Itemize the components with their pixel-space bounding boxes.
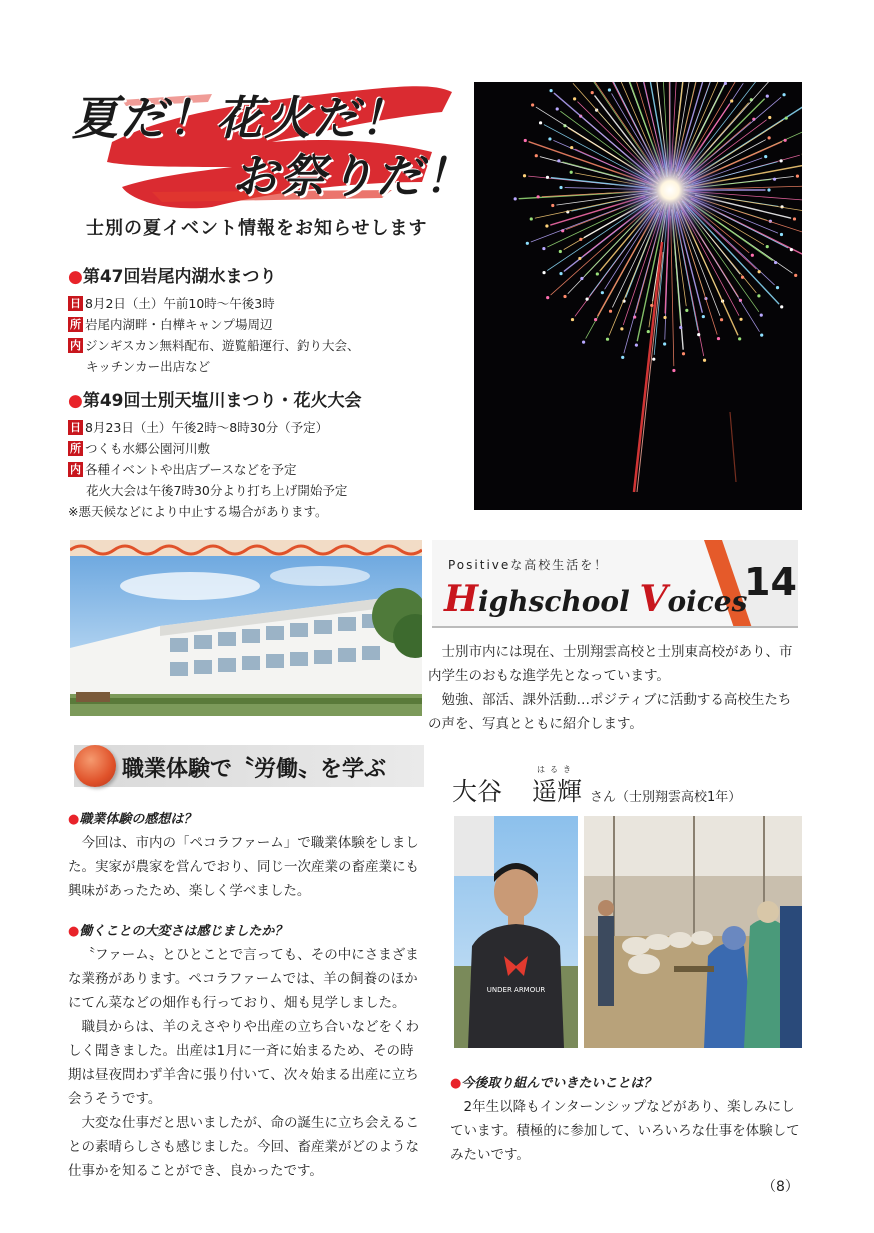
- highschool-voices-title: Highschool Voices: [444, 578, 748, 620]
- firework-spark: [563, 295, 566, 298]
- event-note: ※悪天候などにより中止する場合があります。: [68, 504, 328, 519]
- firework-spark: [794, 274, 797, 277]
- qa-block-3: [450, 1072, 806, 1167]
- firework-spark: [608, 88, 611, 91]
- content-tag-icon: 内: [70, 463, 81, 476]
- school-building-photo: [70, 556, 422, 716]
- firework-spark: [793, 217, 796, 220]
- event-content-line: 内 各種イベントや出店ブースなどを予定: [70, 462, 297, 477]
- highschool-description: [428, 640, 804, 736]
- headline-line-2: お祭りだ！: [232, 149, 472, 203]
- firework-spark: [739, 318, 742, 321]
- firework-spark: [768, 136, 771, 139]
- firework-spark: [601, 291, 604, 294]
- student-school: さん（士別翔雲高校1年）: [590, 790, 742, 805]
- firework-spark: [537, 195, 540, 198]
- firework-spark: [780, 305, 783, 308]
- firework-spark: [539, 121, 542, 124]
- firework-spark: [559, 186, 562, 189]
- firework-spark: [559, 250, 562, 253]
- headline-line-1: 夏だ！花火だ！: [72, 91, 408, 145]
- section-bullet-icon: [74, 745, 116, 787]
- firework-spark: [682, 352, 685, 355]
- firework-spark: [650, 304, 653, 307]
- headline-subtitle: 士別の夏イベント情報をお知らせします: [86, 218, 428, 239]
- page-number: （8）: [762, 1179, 799, 1195]
- question: ●今後取り組んでいきたいことは？: [450, 1076, 657, 1091]
- highschool-lead: Positiveな高校生活を！: [448, 558, 609, 572]
- firework-spark: [780, 159, 783, 162]
- firework-spark: [774, 261, 777, 264]
- shirt-logo-text: UNDER ARMOUR: [486, 986, 546, 994]
- content-tag-icon: 内: [70, 339, 81, 352]
- firework-spark: [782, 93, 785, 96]
- bullet-dot-icon: ●: [68, 267, 83, 287]
- firework-spark: [531, 103, 534, 106]
- event-place-line: 所 岩尾内湖畔・白樺キャンプ場周辺: [70, 317, 273, 332]
- event-content-cont: キッチンカー出店など: [86, 359, 211, 374]
- date-tag-icon: 日: [70, 297, 81, 310]
- firework-spark: [679, 326, 682, 329]
- firework-spark: [647, 330, 650, 333]
- event-content-line: 内 ジンギスカン無料配布、遊覧船運行、釣り大会、: [70, 338, 360, 353]
- firework-spark: [591, 91, 594, 94]
- firework-spark: [768, 116, 771, 119]
- qa-block-1: [68, 808, 424, 903]
- firework-spark: [580, 277, 583, 280]
- firework-spark: [542, 271, 545, 274]
- firework-spark: [776, 286, 779, 289]
- firework-spark: [790, 248, 793, 251]
- firework-spark: [524, 139, 527, 142]
- firework-spark: [546, 296, 549, 299]
- firework-spark: [570, 171, 573, 174]
- firework-spark: [535, 154, 538, 157]
- description-paragraph: 勉強、部活、課外活動…ポジティブに活動する高校生たちの声を、写真とともに紹介します。: [428, 692, 792, 732]
- firework-spark: [579, 238, 582, 241]
- firework-spark: [514, 197, 517, 200]
- answer: 今回は、市内の「ペコラファーム」で職業体験をしました。実家が農家を営んでおり、同じ一次産業の畜産業にも興味があったため、楽しく学べました。: [68, 835, 419, 899]
- student-portrait-photo: [454, 816, 578, 1048]
- bullet-dot-icon: ●: [68, 391, 83, 411]
- firework-spark: [703, 359, 706, 362]
- firework-spark: [780, 233, 783, 236]
- firework-spark: [672, 369, 675, 372]
- event-place-line: 所 つくも水郷公園河川敷: [70, 441, 211, 456]
- firework-spark: [582, 341, 585, 344]
- section-title: 職業体験で〝労働〟を学ぶ: [122, 757, 387, 782]
- firework-spark: [730, 99, 733, 102]
- firework-spark: [720, 318, 723, 321]
- firework-spark: [760, 314, 763, 317]
- event-heading: ●第49回士別天塩川まつり・花火大会: [68, 391, 362, 411]
- firework-spark: [549, 89, 552, 92]
- event-block-2: [68, 386, 468, 522]
- firework-spark: [796, 174, 799, 177]
- firework-spark: [741, 276, 744, 279]
- firework-spark: [663, 316, 666, 319]
- firework-spark: [530, 217, 533, 220]
- firework-spark: [570, 146, 573, 149]
- firework-spark: [760, 334, 763, 337]
- firework-spark: [635, 343, 638, 346]
- event-block-1: [68, 262, 468, 377]
- date-tag-icon: 日: [70, 421, 81, 434]
- firework-spark: [606, 338, 609, 341]
- firework-spark: [551, 204, 554, 207]
- firework-spark: [697, 333, 700, 336]
- firework-spark: [652, 358, 655, 361]
- wavy-frame-decoration: [70, 540, 422, 556]
- place-tag-icon: 所: [70, 442, 81, 455]
- firework-spark: [526, 242, 529, 245]
- firework-spark: [758, 270, 761, 273]
- series-number: 14: [744, 560, 797, 604]
- firework-spark: [767, 188, 770, 191]
- place-tag-icon: 所: [70, 318, 81, 331]
- event-heading: ●第47回岩尾内湖水まつり: [68, 267, 277, 287]
- firework-spark: [545, 224, 548, 227]
- description-paragraph: 士別市内には現在、士別翔雲高校と士別東高校があり、市内学生のおもな進学先となっています。: [428, 644, 793, 684]
- student-name: 大谷 遥輝: [452, 777, 583, 806]
- firework-spark: [785, 116, 788, 119]
- firework-spark: [578, 257, 581, 260]
- answer: 〝ファーム〟とひとことで言っても、その中にさまざまな業務があります。ペコラファームでは、羊の飼養のほかにてん菜などの畑作も行っており、畑も見学しました。 職員からは、羊のえさやりや出産の立ち合いなどをくわしく聞きました。出産は1月に一斉に始まるため、その時期は昼夜問わず羊舎に張り付いて、次々始まる出産に立ち会うそうです。 大変な仕事だと思いましたが、命の誕生に立ち会えることの素晴らしさも感じました。今回、畜産業がどのような仕事かを知ることができ、良かったです。: [68, 947, 419, 1179]
- firework-spark: [573, 97, 576, 100]
- firework-spark: [557, 159, 560, 162]
- firework-spark: [571, 318, 574, 321]
- firework-spark: [717, 337, 720, 340]
- firework-spark: [766, 245, 769, 248]
- firework-spark: [556, 107, 559, 110]
- firework-spark: [738, 337, 741, 340]
- question: ●働くことの大変さは感じましたか？: [68, 924, 288, 939]
- event-date-line: 日 8月23日（土）午後2時～8時30分（予定）: [70, 420, 329, 435]
- fireworks-photo: [474, 82, 802, 510]
- question: ●職業体験の感想は？: [68, 812, 197, 827]
- firework-spark: [546, 176, 549, 179]
- firework-spark: [766, 95, 769, 98]
- qa-block-2: [68, 920, 424, 1183]
- firework-spark: [773, 178, 776, 181]
- event-content-cont: 花火大会は午後7時30分より打ち上げ開始予定: [86, 483, 348, 498]
- answer: 2年生以降もインターンシップなどがあり、楽しみにしています。積極的に参加して、いろいろな仕事を体験してみたいです。: [450, 1099, 800, 1163]
- firework-spark: [702, 315, 705, 318]
- firework-spark: [685, 309, 688, 312]
- firework-spark: [585, 298, 588, 301]
- firework-spark: [757, 294, 760, 297]
- firework-spark: [596, 272, 599, 275]
- firework-spark: [594, 318, 597, 321]
- firework-spark: [559, 272, 562, 275]
- firework-spark: [764, 155, 767, 158]
- firework-spark: [620, 327, 623, 330]
- firework-spark: [663, 342, 666, 345]
- name-ruby: はるき: [537, 765, 576, 774]
- firework-spark: [751, 254, 754, 257]
- firework-spark: [523, 174, 526, 177]
- firework-spark: [609, 310, 612, 313]
- firework-spark: [548, 137, 551, 140]
- event-date-line: 日 8月2日（土）午前10時～午後3時: [70, 296, 275, 311]
- firework-spark: [621, 356, 624, 359]
- firework-spark: [784, 139, 787, 142]
- firework-spark: [542, 247, 545, 250]
- sheep-farm-photo: [584, 816, 802, 1048]
